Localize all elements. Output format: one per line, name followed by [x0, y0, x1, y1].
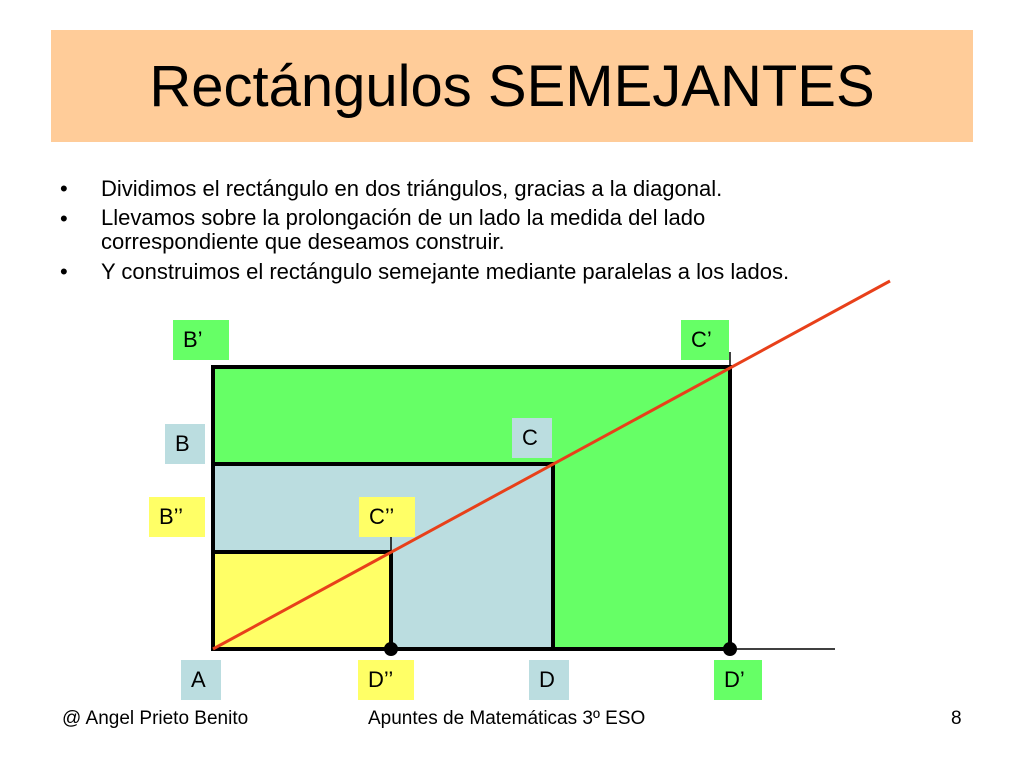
label-a: A — [181, 660, 221, 700]
bullet-text: Dividimos el rectángulo en dos triángulos, gracias a la diagonal. — [101, 176, 723, 201]
footer-author: @ Angel Prieto Benito — [62, 708, 249, 729]
footer-page-number: 8 — [951, 708, 962, 729]
label-d-prime: D’ — [714, 660, 762, 700]
label-c-prime: C’ — [681, 320, 729, 360]
label-d: D — [529, 660, 569, 700]
label-b-prime: B’ — [173, 320, 229, 360]
page-title: Rectángulos SEMEJANTES — [149, 53, 875, 119]
label-b-double: B’’ — [149, 497, 205, 537]
bullet-marker: • — [60, 176, 68, 201]
label-c: C — [512, 418, 552, 458]
point-d-double — [384, 642, 398, 656]
footer-course: Apuntes de Matemáticas 3º ESO — [368, 708, 646, 729]
bullet-marker: • — [60, 259, 68, 284]
bullet-text: Y construimos el rectángulo semejante mediante paralelas a los lados. — [101, 259, 790, 284]
label-d-double: D’’ — [358, 660, 414, 700]
label-b: B — [165, 424, 205, 464]
bullet-marker: • — [60, 206, 68, 231]
label-c-double: C’’ — [359, 497, 415, 537]
bullet-text: Llevamos sobre la prolongación de un lado la medida del lado correspondiente que deseamos construir. — [101, 205, 706, 254]
point-d-prime — [723, 642, 737, 656]
